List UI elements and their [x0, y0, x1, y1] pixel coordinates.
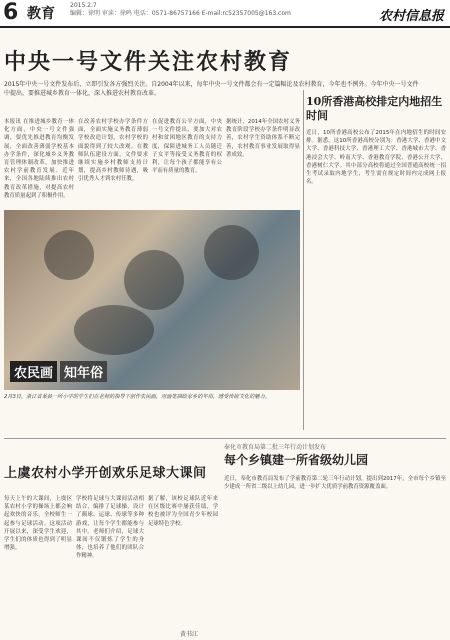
news-photo	[4, 210, 300, 390]
photo-label-1: 农民画	[10, 361, 57, 382]
column-divider	[303, 90, 304, 430]
box-article	[224, 442, 446, 468]
second-author: 黄书江	[180, 631, 199, 638]
sidebar-article	[306, 95, 446, 430]
lead-body-col1: 本报讯 在推进城乡教育一体化方面，中央一号文件强调，要优先推进教育均衡发展，全面改善薄弱学校基本办学条件，深化城乡义务教育管理体制改革，加快推进农村学前教育发展。近年来，全国各地陆续推出农村教育改革措施，对提高农村教育质量起到了积极作用。	[4, 119, 74, 199]
lead-headline: 中央一号文件关注农村教育	[4, 49, 293, 75]
photo-label-2: 知年俗	[60, 361, 107, 382]
section-divider	[4, 438, 446, 439]
box-kicker: 奉化市教育局第二批三年行动计划发布	[224, 444, 327, 451]
photo-caption: 2月3日，浙江省某县一所小学的学生们在老师的指导下创作农民画，用画笔描绘家乡的年俗，感受传统文化的魅力。	[4, 394, 270, 400]
second-headline: 上虞农村小学开创欢乐足球大课间	[4, 466, 207, 481]
photo-figure	[74, 305, 154, 355]
page-header	[0, 0, 450, 28]
second-body-col1: 每天上午的大课间，上虞区某农村小学的操场上都会响起欢快的音乐，全校师生一起参与足球活动。这项活动开展以来，深受学生欢迎，学生们的体质也得到了明显增强。	[4, 496, 72, 552]
page-number: 6	[3, 0, 19, 25]
header-meta	[70, 2, 291, 18]
photo-figure	[204, 225, 259, 280]
photo-figure	[124, 250, 184, 310]
lead-body-col4: 据统计，2014年全国农村义务教育阶段学校办学条件明显改善，农村学生资助体系不断完善，农村教育事业发展取得显著成效。	[226, 119, 300, 158]
second-body-col2: 学校将足球与大课间活动相结合，编排了足球操，设计了颠球、运球、传球等多种游戏，让每个学生都能参与其中。老师们介绍，足球大课间不仅锻炼了学生的身体，也培养了他们的团队合作精神。	[76, 496, 144, 560]
sidebar-headline: 10所香港高校排定内地招生时间	[306, 95, 443, 122]
box-body: 近日，奉化市教育局发布了学前教育第二轮三年行动计划，提出到2017年，全市每个乡镇至少建成一所省二级以上幼儿园，进一步扩大优质学前教育资源覆盖面。	[224, 476, 446, 491]
issue-date: 2015.2.7	[70, 2, 97, 9]
masthead: 农村信息报	[378, 9, 444, 24]
section-title: 教育	[27, 6, 55, 22]
lead-lede: 2015年中央一号文件发布后，立即引发各方强烈关注。自2004年以来，每年中央一号文件都会有一定篇幅论及农村教育，今年也不例外。今年中央一号文件中提出，要推进城乡教育一体化，深入推进农村教育改革。	[4, 81, 419, 97]
photo-figure	[44, 230, 94, 280]
lead-body-col2: 在改善农村学校办学条件方面，全面实施义务教育薄弱学校改造计划，农村学校的面貌得到了较大改观。在教师队伍建设方面，文件要求继续实施乡村教师支持计划，提高乡村教师待遇，吸引优秀人才到农村任教。	[78, 119, 148, 183]
second-body-col3: 据了解，该校足球队近年来在区级比赛中屡获佳绩，学校也被评为全国青少年校园足球特色学校。	[148, 496, 218, 527]
sidebar-body: 近日，10所香港高校公布了2015年在内地招生的时间安排。据悉，这10所香港高校分别为：香港大学、香港中文大学、香港科技大学、香港理工大学、香港城市大学、香港浸会大学、岭南大学、香港教育学院、香港公开大学、香港树仁大学。其中部分高校将通过全国普通高校统一招生考试录取内地学生，考生需在规定时间内完成网上报名。	[306, 130, 446, 186]
box-headline: 每个乡镇建一所省级幼儿园	[224, 453, 369, 467]
lead-body-col3: 在促进教育公平方面，中央一号文件提出，要加大对农村和贫困地区教育的支持力度，保障进城务工人员随迁子女平等接受义务教育的权利，让每个孩子都能享有公平而有质量的教育。	[152, 119, 222, 175]
editor-line: 编辑：徐明 审读：徐鸣 电话：0571-86757166 E-mail:rc52357005@163.com	[70, 10, 291, 17]
